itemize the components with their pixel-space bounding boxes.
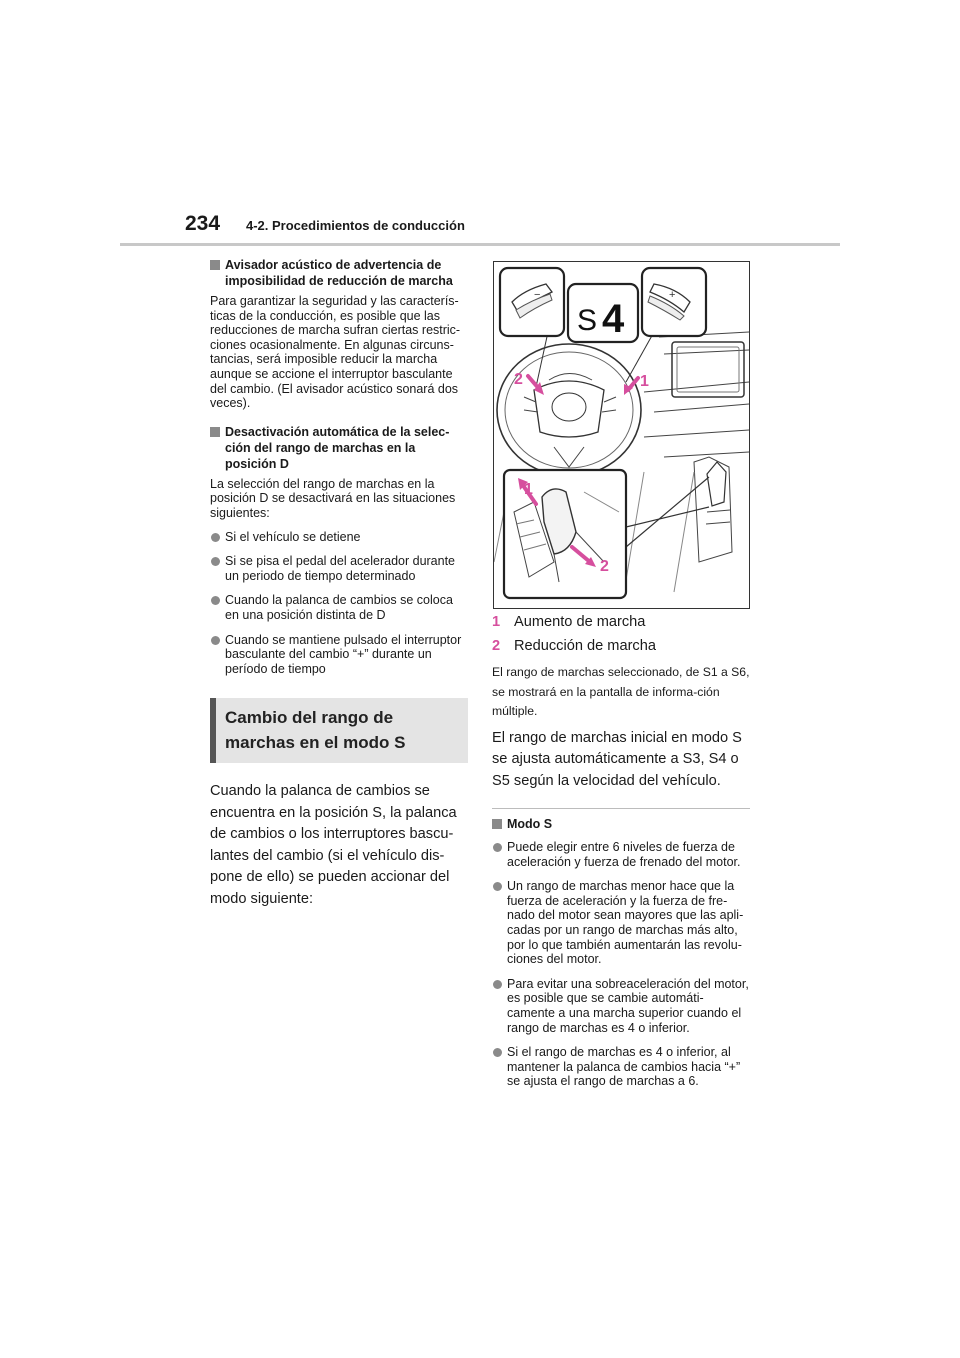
legend-number: 1 <box>492 614 501 630</box>
desactivacion-body: La selección del rango de marchas en la posición D se desactivará en las situaciones siguientes: <box>210 476 456 520</box>
minus-label: − <box>534 289 541 301</box>
modo-s-heading-text: Modo S <box>507 817 553 831</box>
circle-bullet-icon <box>493 843 502 852</box>
mode-s-intro: Cuando la palanca de cambios se encuentra en la posición S, la palanca de cambios o los interruptores bascu-lantes del cambio (si el vehículo dis-pone de ello) se pueden accionar del modo siguiente: <box>210 783 457 907</box>
square-bullet-icon <box>210 260 220 270</box>
circle-bullet-icon <box>493 882 502 891</box>
square-bullet-icon <box>210 427 220 437</box>
legend-label: Aumento de marcha <box>514 614 646 630</box>
desactivacion-heading-text: Desactivación automática de la selec-ción del rango de marchas en la posición D <box>225 424 450 471</box>
list-item-text: Puede elegir entre 6 niveles de fuerza de aceleración y fuerza de frenado del motor. <box>507 840 741 869</box>
list-item-text: Si se pisa el pedal del acelerador durante un periodo de tiempo determinado <box>225 554 456 583</box>
list-item <box>210 554 468 583</box>
shift-illustration-svg <box>494 262 749 608</box>
section-box-title: Cambio del rango de marchas en el modo S <box>210 698 468 763</box>
plus-label: + <box>669 289 676 301</box>
display-number: 4 <box>602 297 625 341</box>
circle-bullet-icon <box>493 1048 502 1057</box>
avisador-heading <box>210 257 468 289</box>
section-divider <box>492 808 750 809</box>
header-rule <box>120 243 840 246</box>
legend-label: Reducción de marcha <box>514 638 656 654</box>
desactivacion-heading <box>210 424 468 472</box>
avisador-heading-text: Avisador acústico de advertencia de imposibilidad de reducción de marcha <box>225 258 453 288</box>
legend-item-downshift <box>492 636 750 657</box>
page-number: 234 <box>185 212 221 235</box>
list-item-text: Cuando se mantiene pulsado el interruptor basculante del cambio “+” durante un período de tiempo <box>225 632 462 676</box>
display-letter: S <box>577 304 598 337</box>
list-item-text: Un rango de marchas menor hace que la fuerza de aceleración y la fuerza de fre-nado del motor sean mayores que las apli-cadas por un rango de marchas más alto, por lo que también aumentarán las revolu-ciones del motor. <box>507 879 744 967</box>
callout-1-shifter: 1 <box>524 481 533 498</box>
list-item <box>492 977 750 1035</box>
list-item <box>492 1045 750 1089</box>
circle-bullet-icon <box>493 980 502 989</box>
legend-item-upshift <box>492 612 750 633</box>
square-bullet-icon <box>492 819 502 829</box>
initial-gear-range-note: El rango de marchas inicial en modo S se ajusta automáticamente a S3, S4 o S5 según la velocidad del vehículo. <box>492 729 742 789</box>
list-item-text: Cuando la palanca de cambios se coloca en una posición distinta de D <box>225 593 453 622</box>
list-item-text: Para evitar una sobreaceleración del motor, es posible que se cambie automáti-camente a una marcha superior cuando el rango de marchas es 4 o inferior. <box>507 976 749 1035</box>
list-item <box>210 593 468 622</box>
gear-range-display-note: El rango de marchas seleccionado, de S1 a S6, se mostrará en la pantalla de informa-ción múltiple. <box>492 665 750 718</box>
shift-illustration <box>493 261 750 609</box>
list-item <box>492 879 750 967</box>
list-item <box>492 840 750 869</box>
list-item <box>210 530 468 545</box>
circle-bullet-icon <box>211 636 220 645</box>
modo-s-heading <box>492 816 750 832</box>
circle-bullet-icon <box>211 596 220 605</box>
left-column <box>210 257 468 910</box>
avisador-body: Para garantizar la seguridad y las caracterís-ticas de la conducción, es posible que las reducciones de marcha sufran ciertas restric-ciones ocasionalmente. En algunas circuns-tancias, será imposible reducir la marcha aunque se accione el interruptor basculante del cambio. (El avisador acústico sonará dos veces). <box>210 294 461 411</box>
circle-bullet-icon <box>211 557 220 566</box>
callout-2-wheel: 2 <box>514 371 523 388</box>
section-title: 4-2. Procedimientos de conducción <box>246 218 465 233</box>
list-item-text: Si el vehículo se detiene <box>225 529 361 544</box>
callout-1-wheel: 1 <box>640 373 649 390</box>
list-item <box>210 633 468 677</box>
list-item-text: Si el rango de marchas es 4 o inferior, al mantener la palanca de cambios hacia “+” se ajusta el rango de marchas a 6. <box>507 1045 741 1089</box>
right-column <box>492 612 750 1099</box>
circle-bullet-icon <box>211 533 220 542</box>
legend-number: 2 <box>492 638 501 654</box>
callout-2-shifter: 2 <box>600 558 609 575</box>
